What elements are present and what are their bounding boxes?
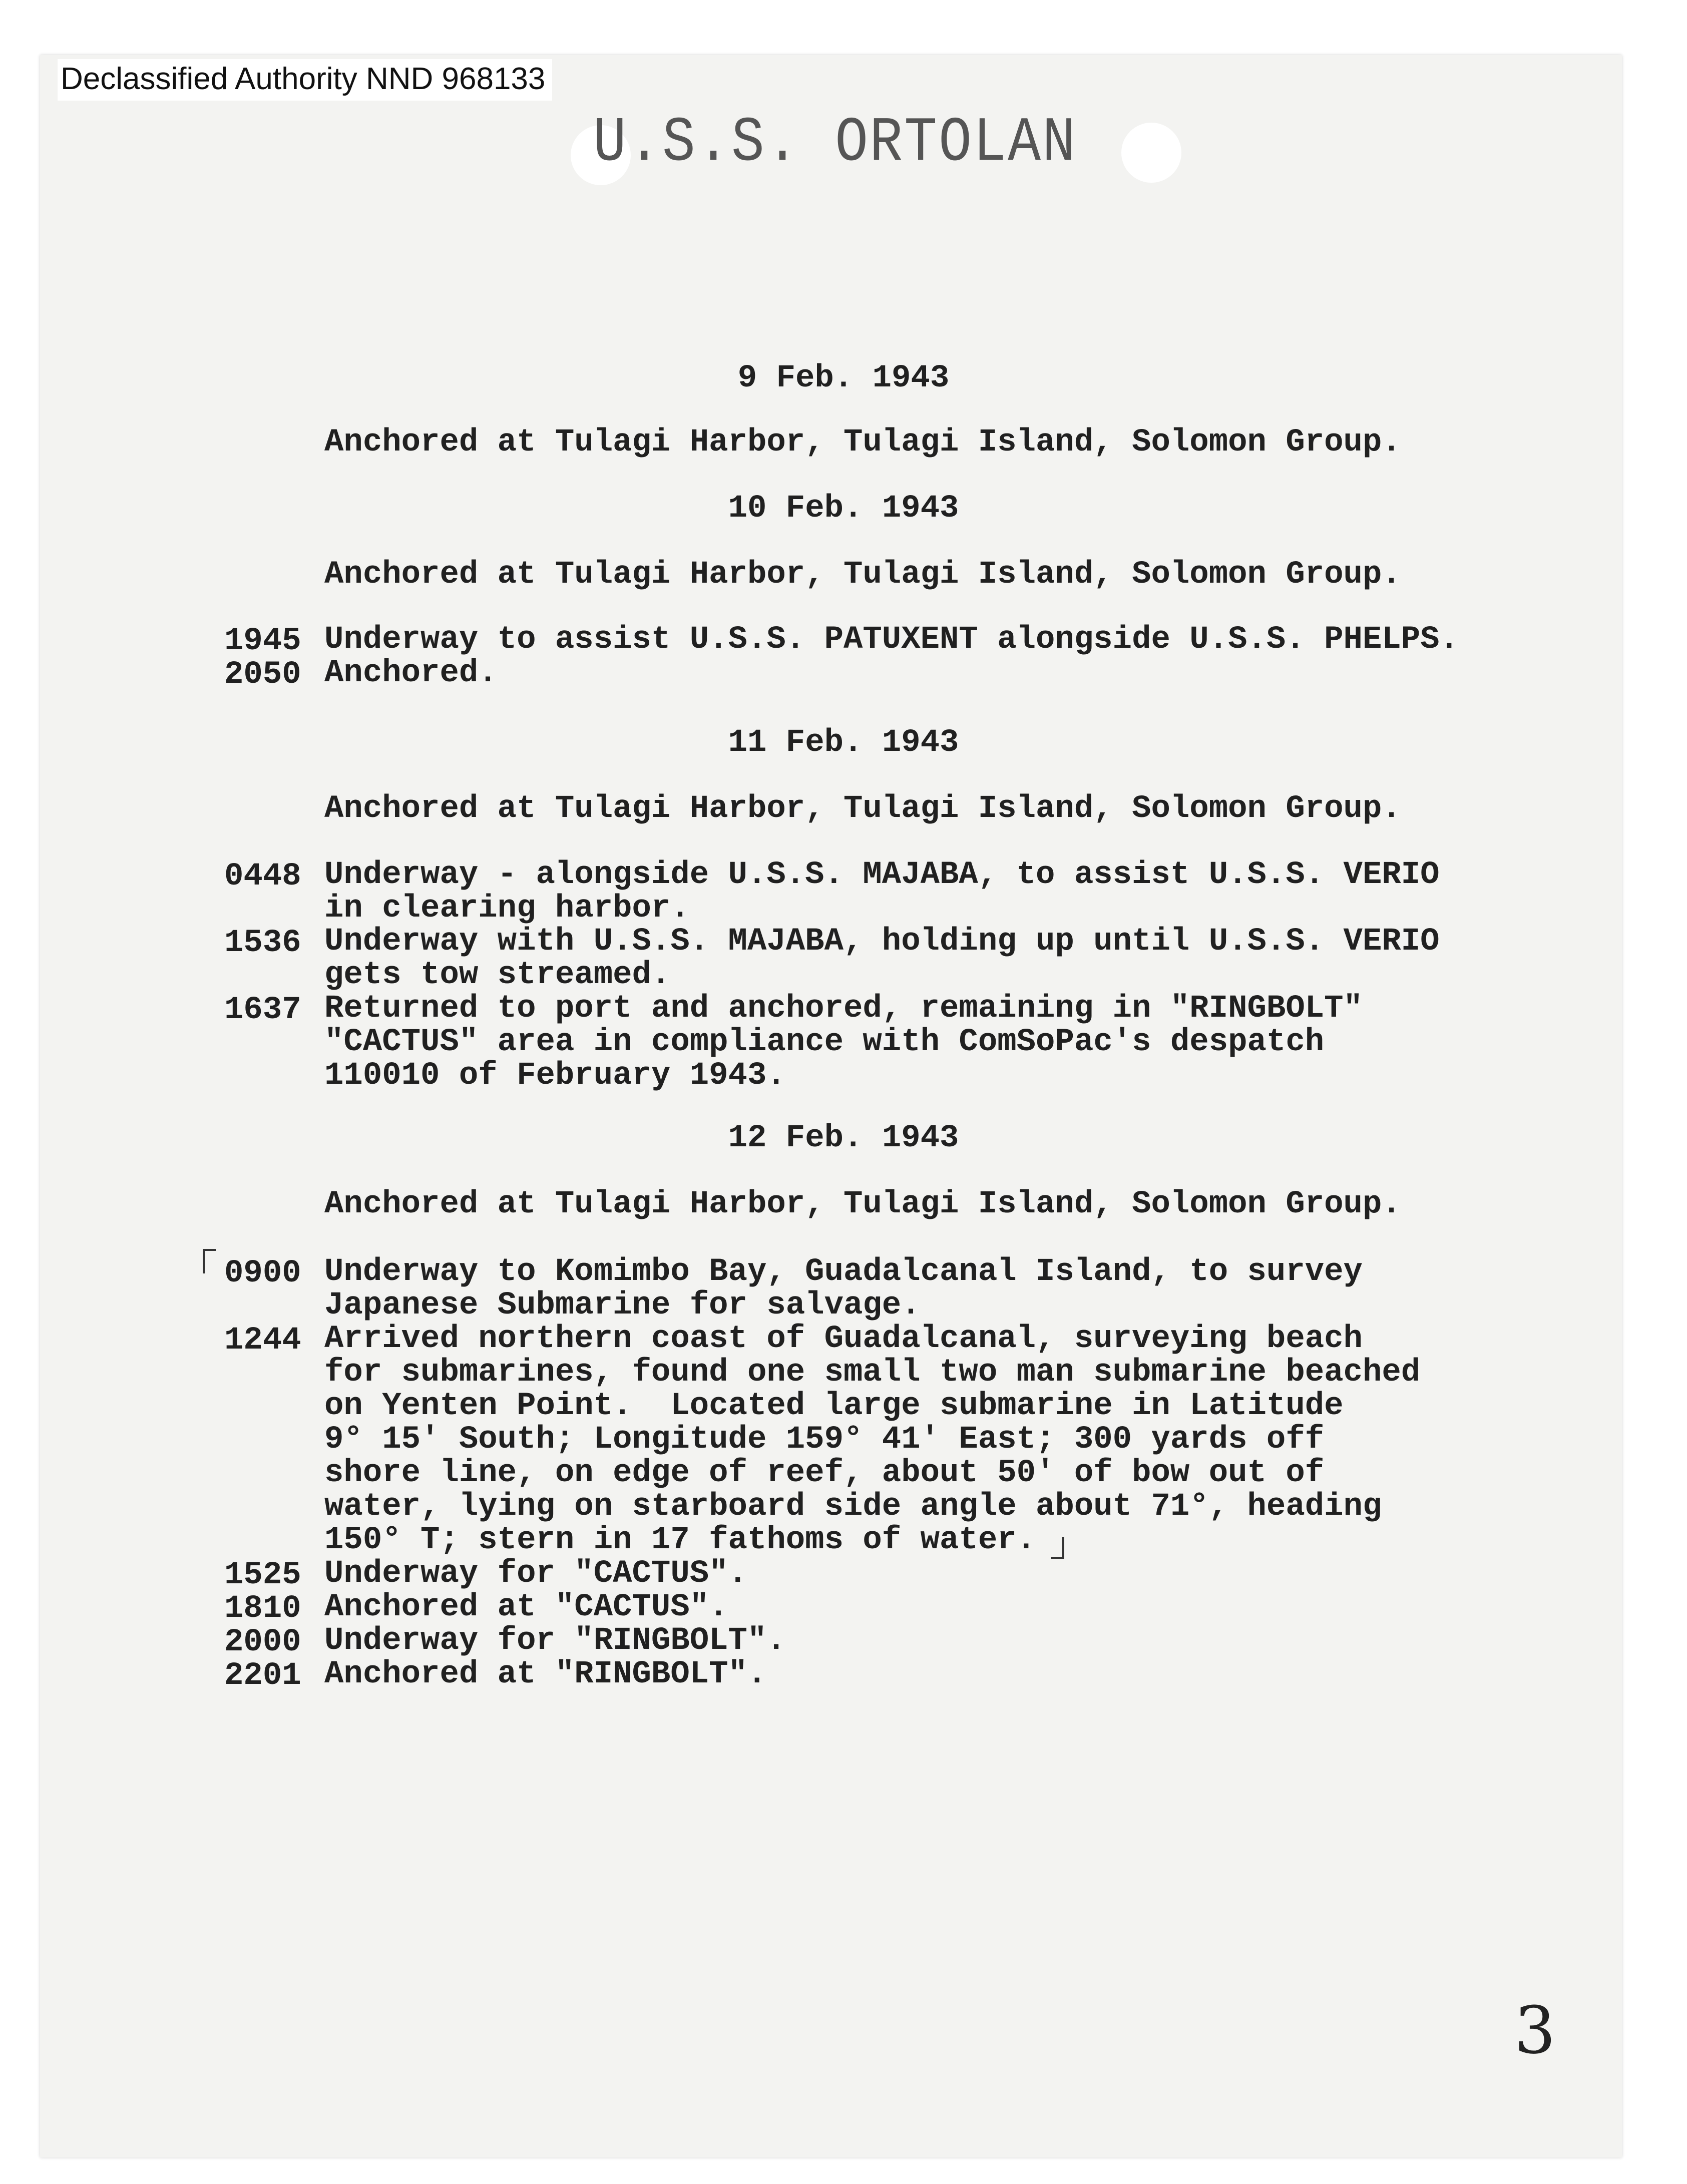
log-time: 1810: [224, 1591, 301, 1627]
log-time: 1525: [224, 1557, 301, 1593]
log-entry: Arrived northern coast of Guadalcanal, surveying beach for submarines, found one small two man submarine beached on Yenten Point. Located large submarine in Latitude 9° 15' South; Longitude 159° 41' East; 300 yards off shore line, on edge of reef, about 50' of bow out of water, lying on starboard side angle about 71°, heading 150° T; stern in 17 fathoms of water.: [324, 1321, 1421, 1558]
log-time: 1536: [224, 925, 301, 961]
location-line: Anchored at Tulagi Harbor, Tulagi Island, Solomon Group.: [324, 557, 1401, 593]
log-entry: Underway for "CACTUS".: [324, 1556, 747, 1592]
log-entry: Anchored at "CACTUS".: [324, 1589, 728, 1625]
log-time: 0448: [224, 858, 301, 895]
date-heading: 12 Feb. 1943: [728, 1120, 959, 1156]
log-time: 2000: [224, 1624, 301, 1660]
location-line: Anchored at Tulagi Harbor, Tulagi Island, Solomon Group.: [324, 1186, 1401, 1222]
log-time: 2201: [224, 1658, 301, 1694]
log-entry: Underway - alongside U.S.S. MAJABA, to assist U.S.S. VERIO in clearing harbor.: [324, 857, 1440, 927]
log-time: 1244: [224, 1323, 301, 1359]
log-time: 0900: [224, 1255, 301, 1291]
log-entry: Underway with U.S.S. MAJABA, holding up until U.S.S. VERIO gets tow streamed.: [324, 924, 1440, 993]
page-number: 3: [1514, 1992, 1556, 2068]
log-time: 1637: [224, 992, 301, 1028]
location-line: Anchored at Tulagi Harbor, Tulagi Island, Solomon Group.: [324, 424, 1401, 461]
log-entry: Returned to port and anchored, remaining in "RINGBOLT" "CACTUS" area in compliance with ComSoPac's despatch 110010 of February 1943.: [324, 991, 1363, 1094]
excerpt-end-mark: [1051, 1537, 1064, 1559]
log-time: 2050: [224, 657, 301, 693]
date-heading: 11 Feb. 1943: [728, 725, 959, 761]
ship-name-stamp: U.S.S. ORTOLAN: [593, 108, 1077, 180]
date-heading: 9 Feb. 1943: [737, 360, 950, 396]
declassification-label: Declassified Authority NND 968133: [58, 59, 552, 101]
log-time: 1945: [224, 623, 301, 659]
log-entry: Anchored.: [324, 655, 498, 691]
location-line: Anchored at Tulagi Harbor, Tulagi Island, Solomon Group.: [324, 791, 1401, 827]
excerpt-start-mark: [203, 1249, 216, 1273]
log-entry: Underway to Komimbo Bay, Guadalcanal Island, to survey Japanese Submarine for salvage.: [324, 1254, 1363, 1324]
punch-hole-right: [1121, 123, 1181, 183]
date-heading: 10 Feb. 1943: [728, 491, 959, 527]
log-entry: Underway to assist U.S.S. PATUXENT alongside U.S.S. PHELPS.: [324, 622, 1459, 658]
log-entry: Underway for "RINGBOLT".: [324, 1623, 786, 1659]
log-entry: Anchored at "RINGBOLT".: [324, 1656, 767, 1692]
